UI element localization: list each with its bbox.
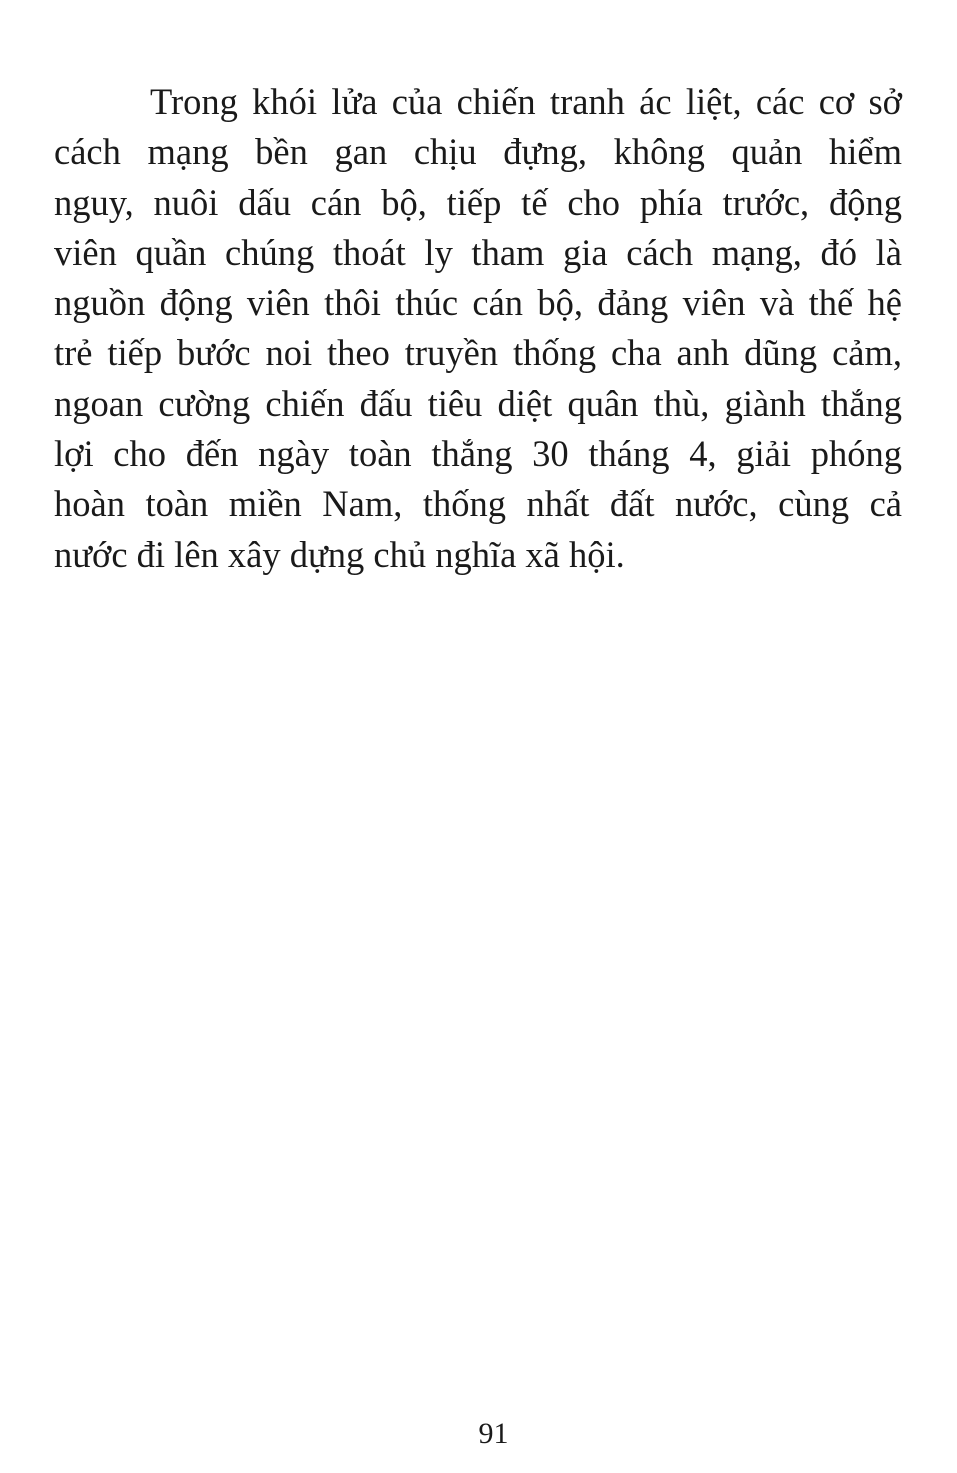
text-line: nguồn động viên thôi thúc cán bộ, đảng viên và thế hệ	[54, 282, 902, 324]
text-line: nguy, nuôi dấu cán bộ, tiếp tế cho phía trước, động	[54, 181, 902, 223]
text-line: hoàn toàn miền Nam, thống nhất đất nước, cùng cả	[54, 483, 902, 525]
text-line: nước đi lên xây dựng chủ nghĩa xã hội.	[54, 533, 625, 575]
text-line: lợi cho đến ngày toàn thắng 30 tháng 4, giải phóng	[54, 433, 902, 475]
text-line: viên quần chúng thoát ly tham gia cách mạng, đó là	[54, 231, 902, 273]
page-number: 91	[478, 1417, 509, 1450]
text-line: cách mạng bền gan chịu đựng, không quản hiểm	[54, 131, 902, 173]
text-line: Trong khói lửa của chiến tranh ác liệt, các cơ sở	[150, 81, 902, 122]
body-paragraph	[54, 77, 902, 580]
text-line: trẻ tiếp bước noi theo truyền thống cha anh dũng cảm,	[54, 332, 902, 374]
text-line: ngoan cường chiến đấu tiêu diệt quân thù, giành thắng	[54, 382, 902, 424]
